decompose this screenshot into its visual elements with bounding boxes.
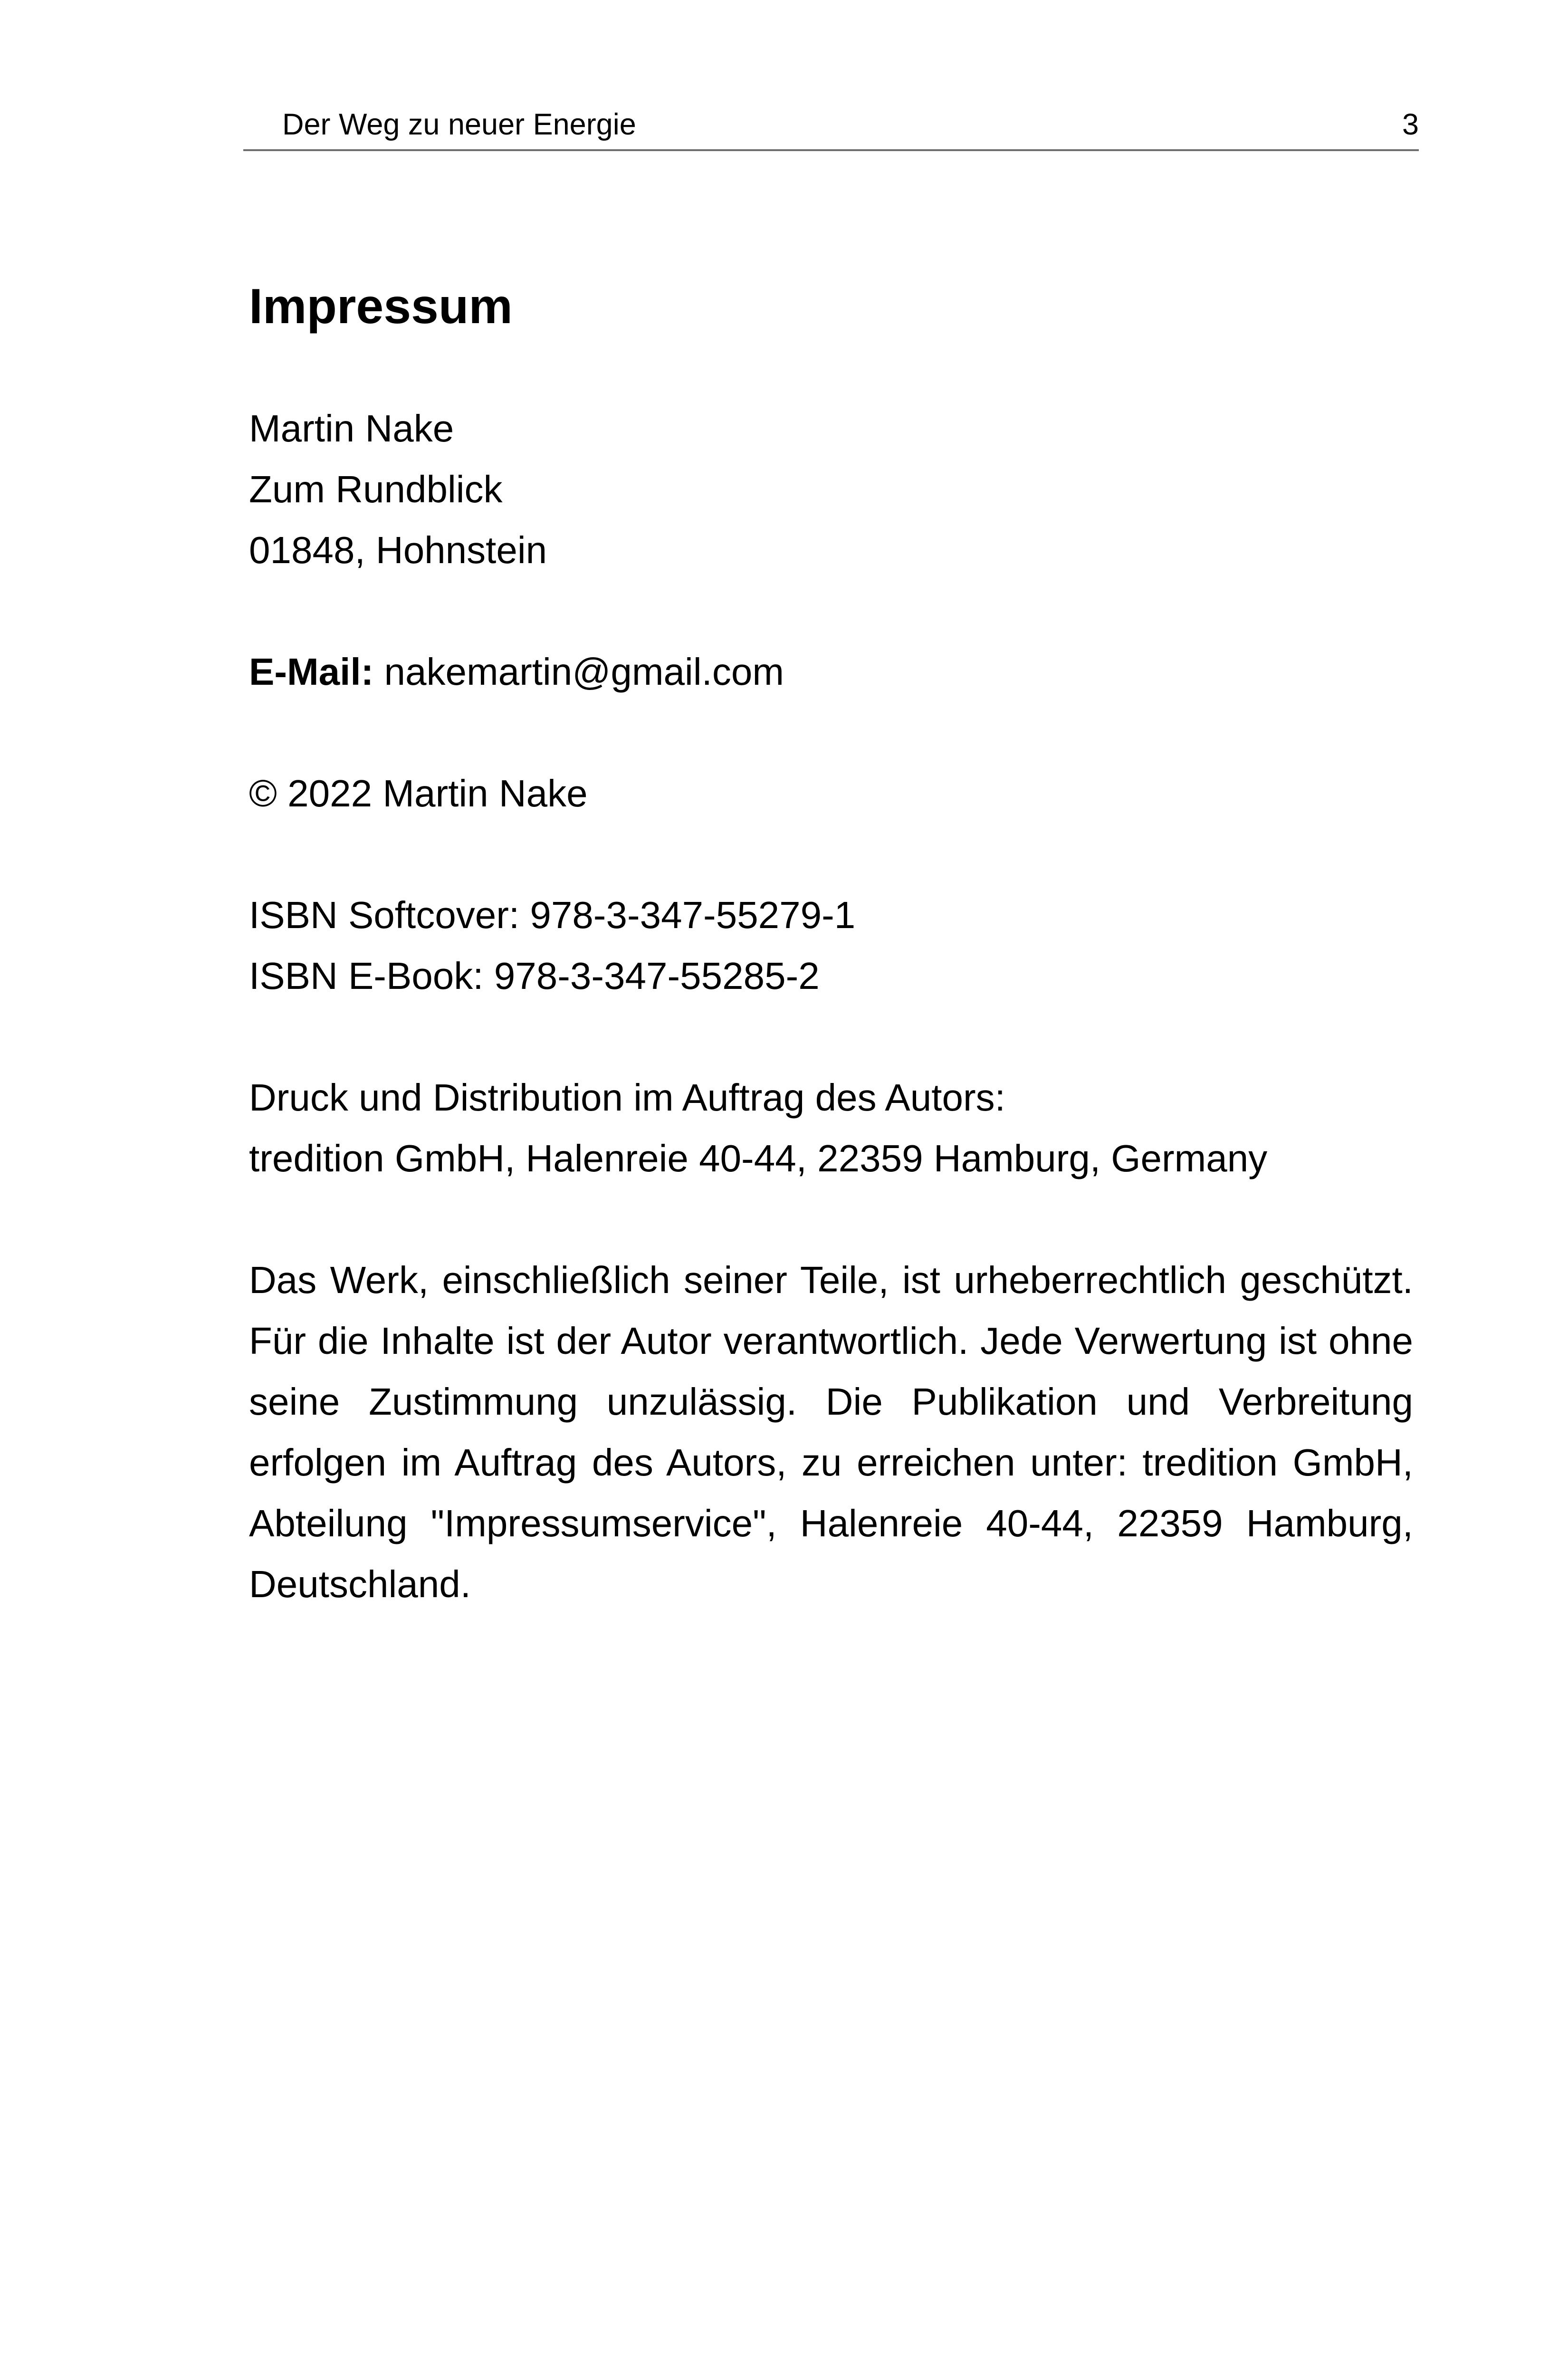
isbn-softcover: ISBN Softcover: 978-3-347-55279-1 [249, 894, 856, 936]
isbn-ebook: ISBN E-Book: 978-3-347-55285-2 [249, 955, 820, 997]
legal-notice: Das Werk, einschließlich seiner Teile, ist urheberrechtlich geschützt. Für die Inhalte ist der Autor verantwortlich. Jede Verwertung ist ohne seine Zustimmung unzulässig. Die Publikation und Verbreitung erfolgen im Auftrag des Autors, zu erreichen unter: tredition GmbH, Abteilung "Impressumservice", Halenreie 40-44, 22359 Hamburg, Deutschland. [249, 1259, 1413, 1605]
copyright-notice: © 2022 Martin Nake [249, 772, 588, 814]
author-name: Martin Nake [249, 407, 454, 450]
page-title: Impressum [249, 279, 513, 334]
email-line [249, 642, 1413, 702]
author-street: Zum Rundblick [249, 468, 503, 510]
distribution-line-2: tredition GmbH, Halenreie 40-44, 22359 Hamburg, Germany [249, 1137, 1268, 1179]
isbn-block [249, 885, 1413, 1006]
imprint-section [249, 273, 1413, 1615]
running-header [243, 95, 1419, 151]
page-number: 3 [1402, 108, 1419, 141]
email-address: nakemartin@gmail.com [384, 651, 784, 693]
distribution-line-1: Druck und Distribution im Auftrag des Autors: [249, 1076, 1005, 1119]
running-title: Der Weg zu neuer Energie [282, 108, 636, 141]
author-address [249, 398, 1413, 581]
email-label: E-Mail: [249, 651, 374, 693]
author-city: 01848, Hohnstein [249, 529, 547, 571]
distribution-block [249, 1067, 1413, 1189]
